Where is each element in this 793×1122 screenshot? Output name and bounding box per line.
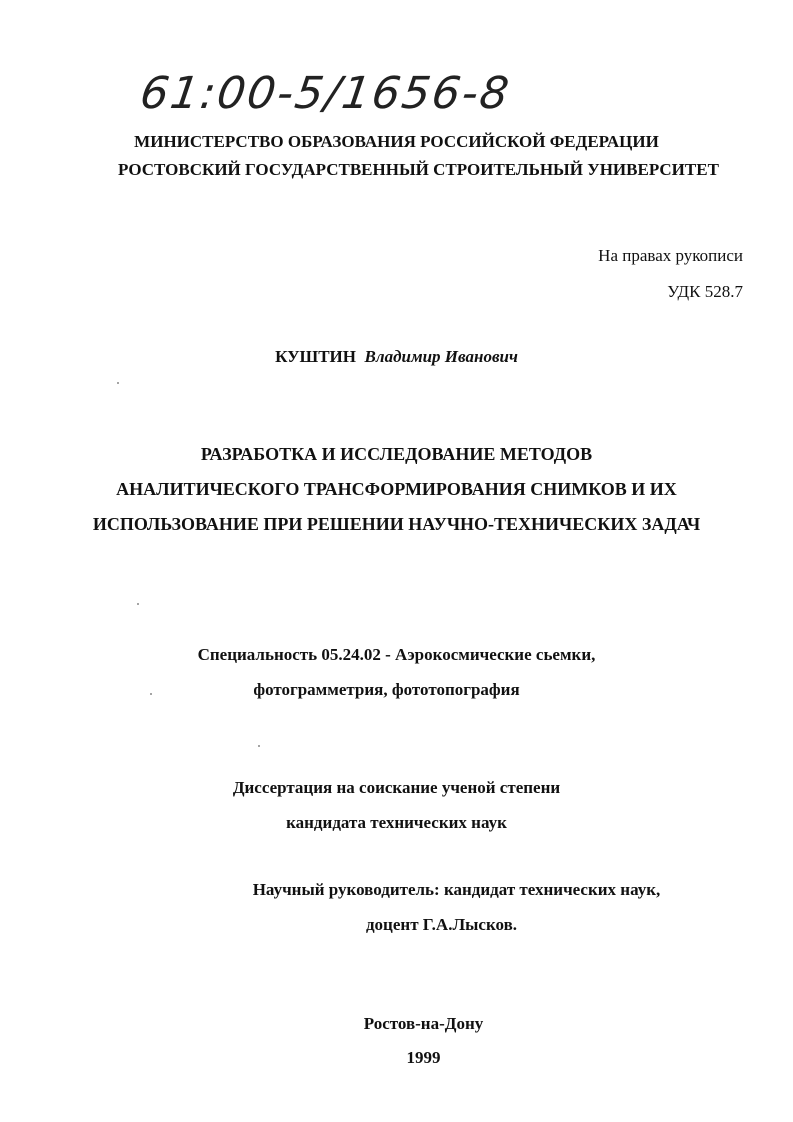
manuscript-rights-label: На правах рукописи <box>598 246 743 265</box>
supervisor-line-2: доцент Г.А.Лысков. <box>365 915 518 934</box>
dissertation-line-2: кандидата технических наук <box>286 813 507 832</box>
scan-speck <box>117 382 119 384</box>
specialty-line-2: фотограмметрия, фототопография <box>253 680 520 699</box>
dissertation-line-1: Диссертация на соискание ученой степени <box>232 778 561 797</box>
specialty-line-1: Специальность 05.24.02 - Аэрокосмические сьемки, <box>197 645 596 664</box>
city: Ростов-на-Дону <box>363 1014 484 1033</box>
thesis-title-line-1: РАЗРАБОТКА И ИССЛЕДОВАНИЕ МЕТОДОВ <box>200 444 593 464</box>
university-heading: РОСТОВСКИЙ ГОСУДАРСТВЕННЫЙ СТРОИТЕЛЬНЫЙ УНИВЕРСИТЕТ <box>118 160 719 179</box>
scan-speck <box>137 603 139 605</box>
udk-code: УДК 528.7 <box>667 282 743 301</box>
supervisor-line-1: Научный руководитель: кандидат технических наук, <box>252 880 661 899</box>
scan-speck <box>150 693 152 695</box>
scan-speck <box>258 745 260 747</box>
author-surname: КУШТИН <box>275 347 356 366</box>
thesis-title-line-3: ИСПОЛЬЗОВАНИЕ ПРИ РЕШЕНИИ НАУЧНО-ТЕХНИЧЕСКИХ ЗАДАЧ <box>92 514 701 534</box>
thesis-title-line-2: АНАЛИТИЧЕСКОГО ТРАНСФОРМИРОВАНИЯ СНИМКОВ И ИХ <box>116 479 677 499</box>
year: 1999 <box>406 1048 441 1067</box>
author-given-name: Владимир Иванович <box>364 347 518 366</box>
ministry-heading: МИНИСТЕРСТВО ОБРАЗОВАНИЯ РОССИЙСКОЙ ФЕДЕРАЦИИ <box>134 132 659 151</box>
handwritten-catalog-number: 61:00-5/1656-8 <box>137 68 514 119</box>
author-name <box>0 347 793 367</box>
